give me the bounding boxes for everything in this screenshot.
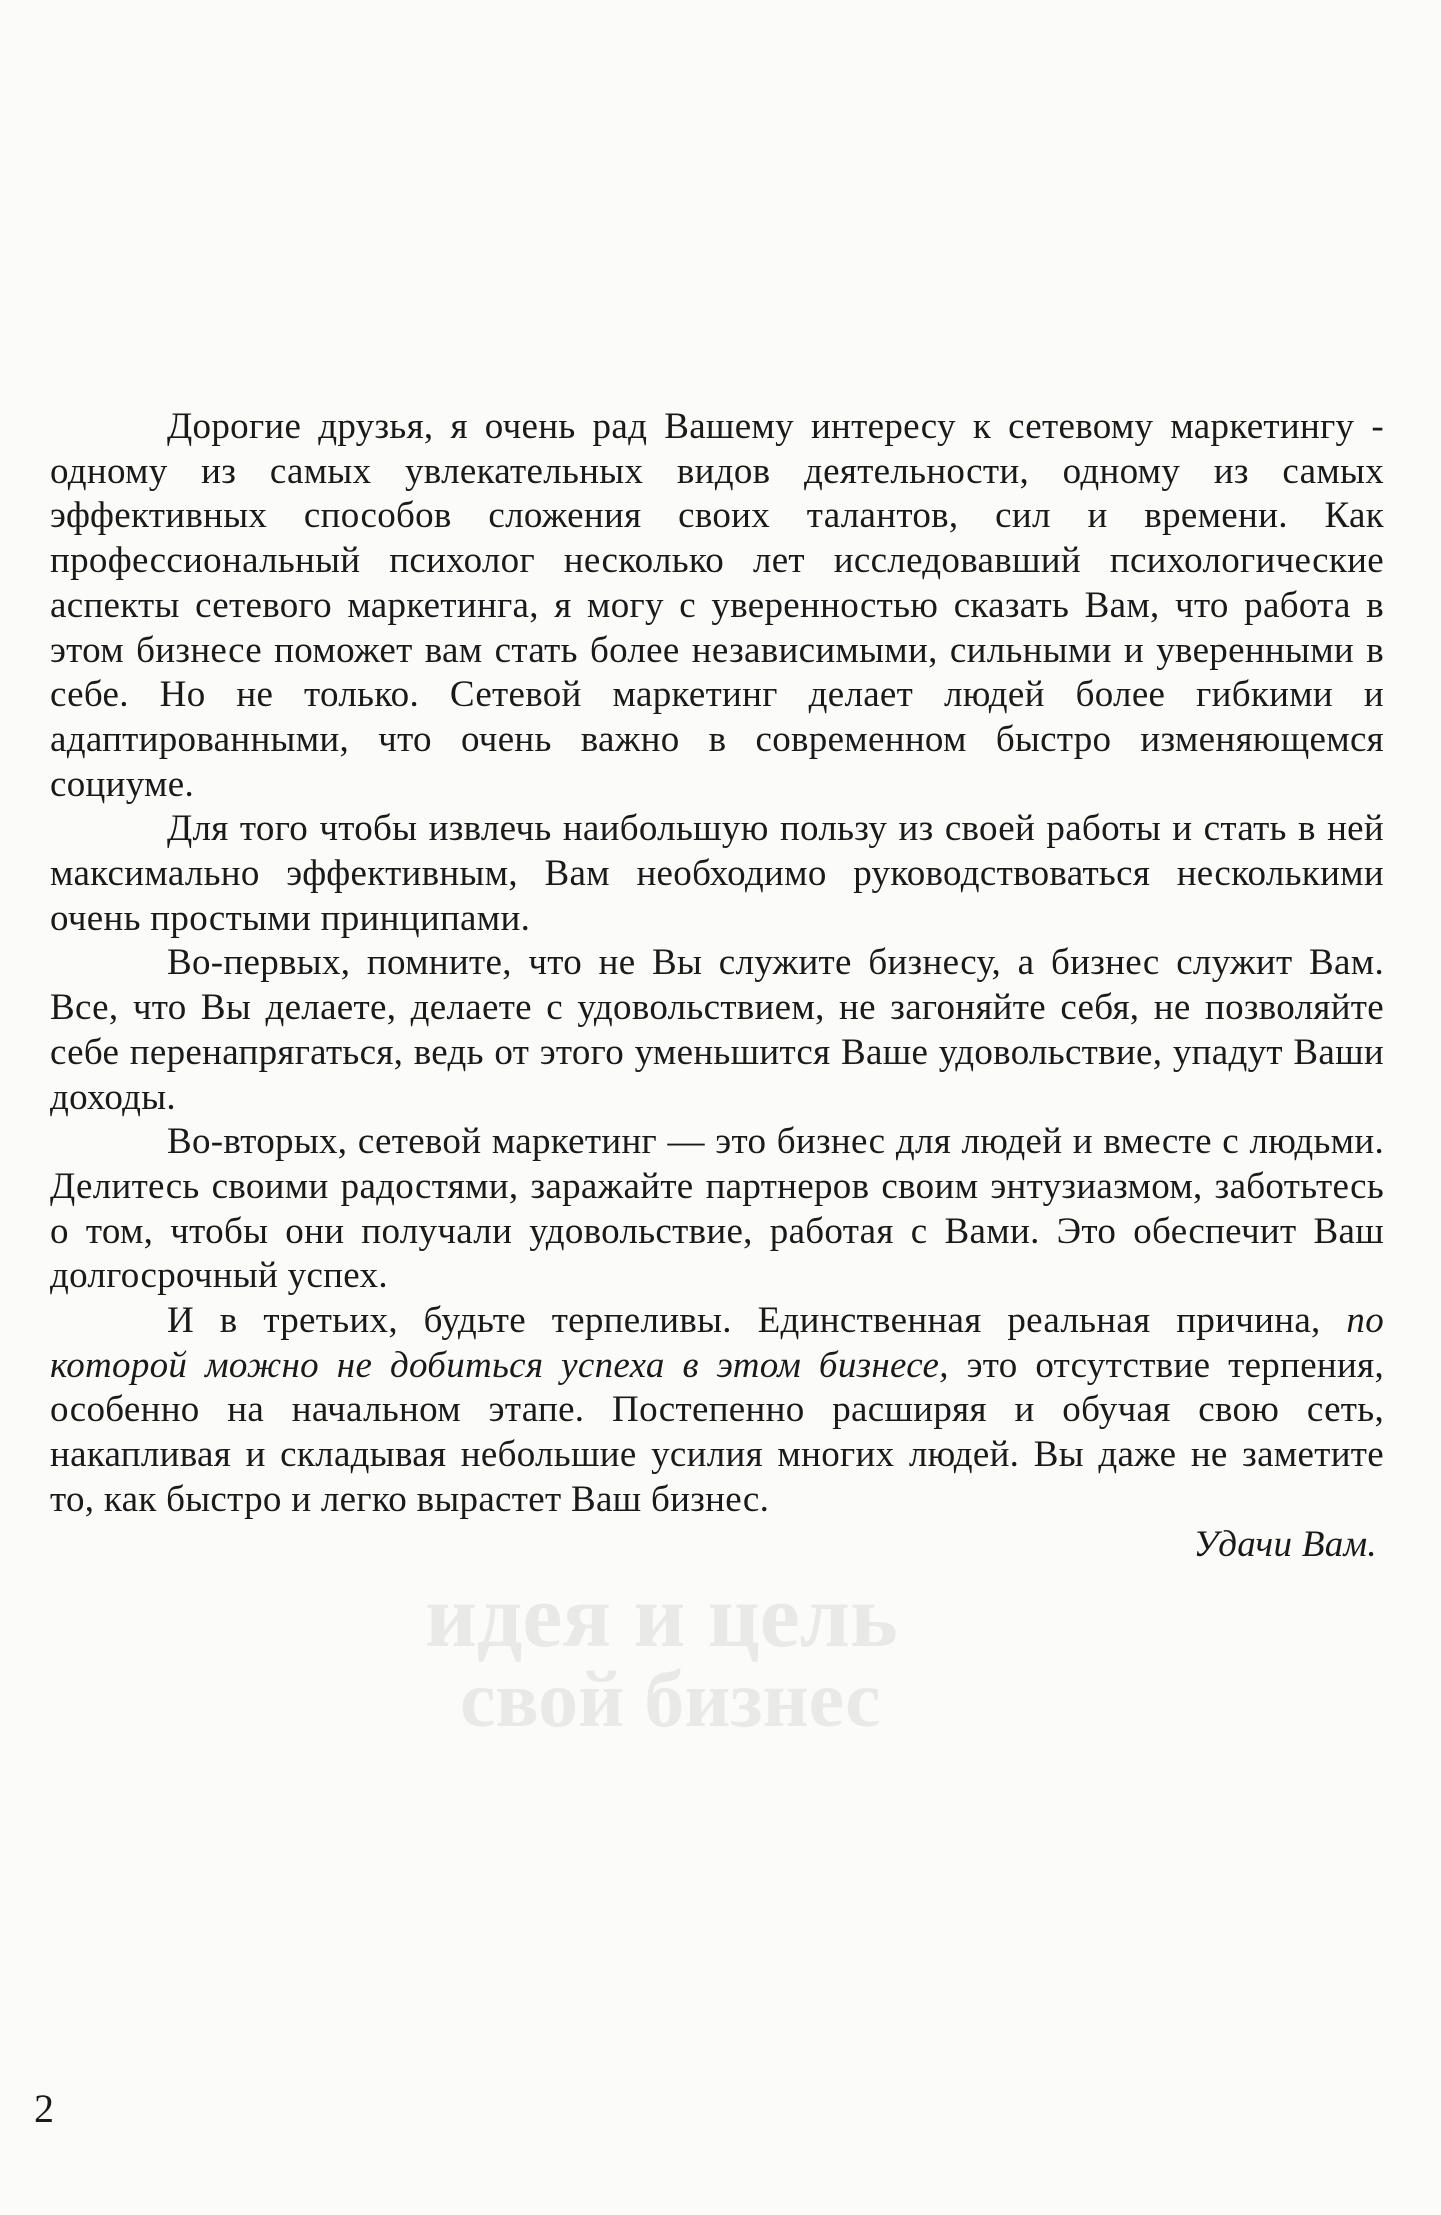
paragraph-third-end: это отсутствие терпения, особенно на начальном этапе. Постепенно расширяя и обучая свою сеть, накапливая и складывая небольшие усилия многих людей. Вы даже не заметите то, как быстро и легко вырастет Ваш бизнес.: [50, 1344, 1385, 1520]
paragraph-third-italic: по которой можно не добиться успеха в этом бизнесе,: [50, 1300, 1384, 1386]
bleed-through-text-1: идея и цель: [425, 1567, 898, 1666]
paragraph-principles: Для того чтобы извлечь наибольшую пользу из своей работы и стать в ней максимально эффективным, Вам необходимо руководствоваться несколькими очень простыми принципами.: [50, 808, 1384, 939]
bleed-through-text-2: свой бизнес: [460, 1656, 881, 1744]
paragraph-first: Во-первых, помните, что не Вы служите бизнесу, а бизнес служит Вам. Все, что Вы делаете, делаете с удовольствием, не загоняйте себя, не позволяйте себе перенапрягаться, ведь от этого уменьшится Ваше удовольствие, упадут Ваши доходы.: [50, 942, 1384, 1118]
paragraph-second: Во-вторых, сетевой маркетинг — это бизнес для людей и вместе с людьми. Делитесь своими радостями, заражайте партнеров своим энтузиазмом, заботьтесь о том, чтобы они получали удовольствие, работая с Вами. Это обеспечит Ваш долгосрочный успех.: [50, 1121, 1384, 1297]
letter-body: [50, 405, 1384, 1567]
paragraph-intro: Дорогие друзья, я очень рад Вашему интересу к сетевому маркетингу - одному из самых увлекательных видов деятельности, одному из самых эффективных способов сложения своих талантов, сил и времени. Как профессиональный психолог несколько лет исследовавший психологические аспекты сетевого маркетинга, я могу с уверенностью сказать Вам, что работа в этом бизнесе поможет вам стать более независимыми, сильными и уверенными в себе. Но не только. Сетевой маркетинг делает людей более гибкими и адаптированными, что очень важно в современном быстро изменяющемся социуме.: [50, 406, 1384, 805]
signoff: Удачи Вам.: [1193, 1523, 1377, 1565]
page-number: 2: [34, 2086, 54, 2131]
paragraph-third-start: И в третьих, будьте терпеливы. Единственная реальная причина,: [167, 1300, 1321, 1342]
paragraph-third: [50, 1299, 1384, 1523]
